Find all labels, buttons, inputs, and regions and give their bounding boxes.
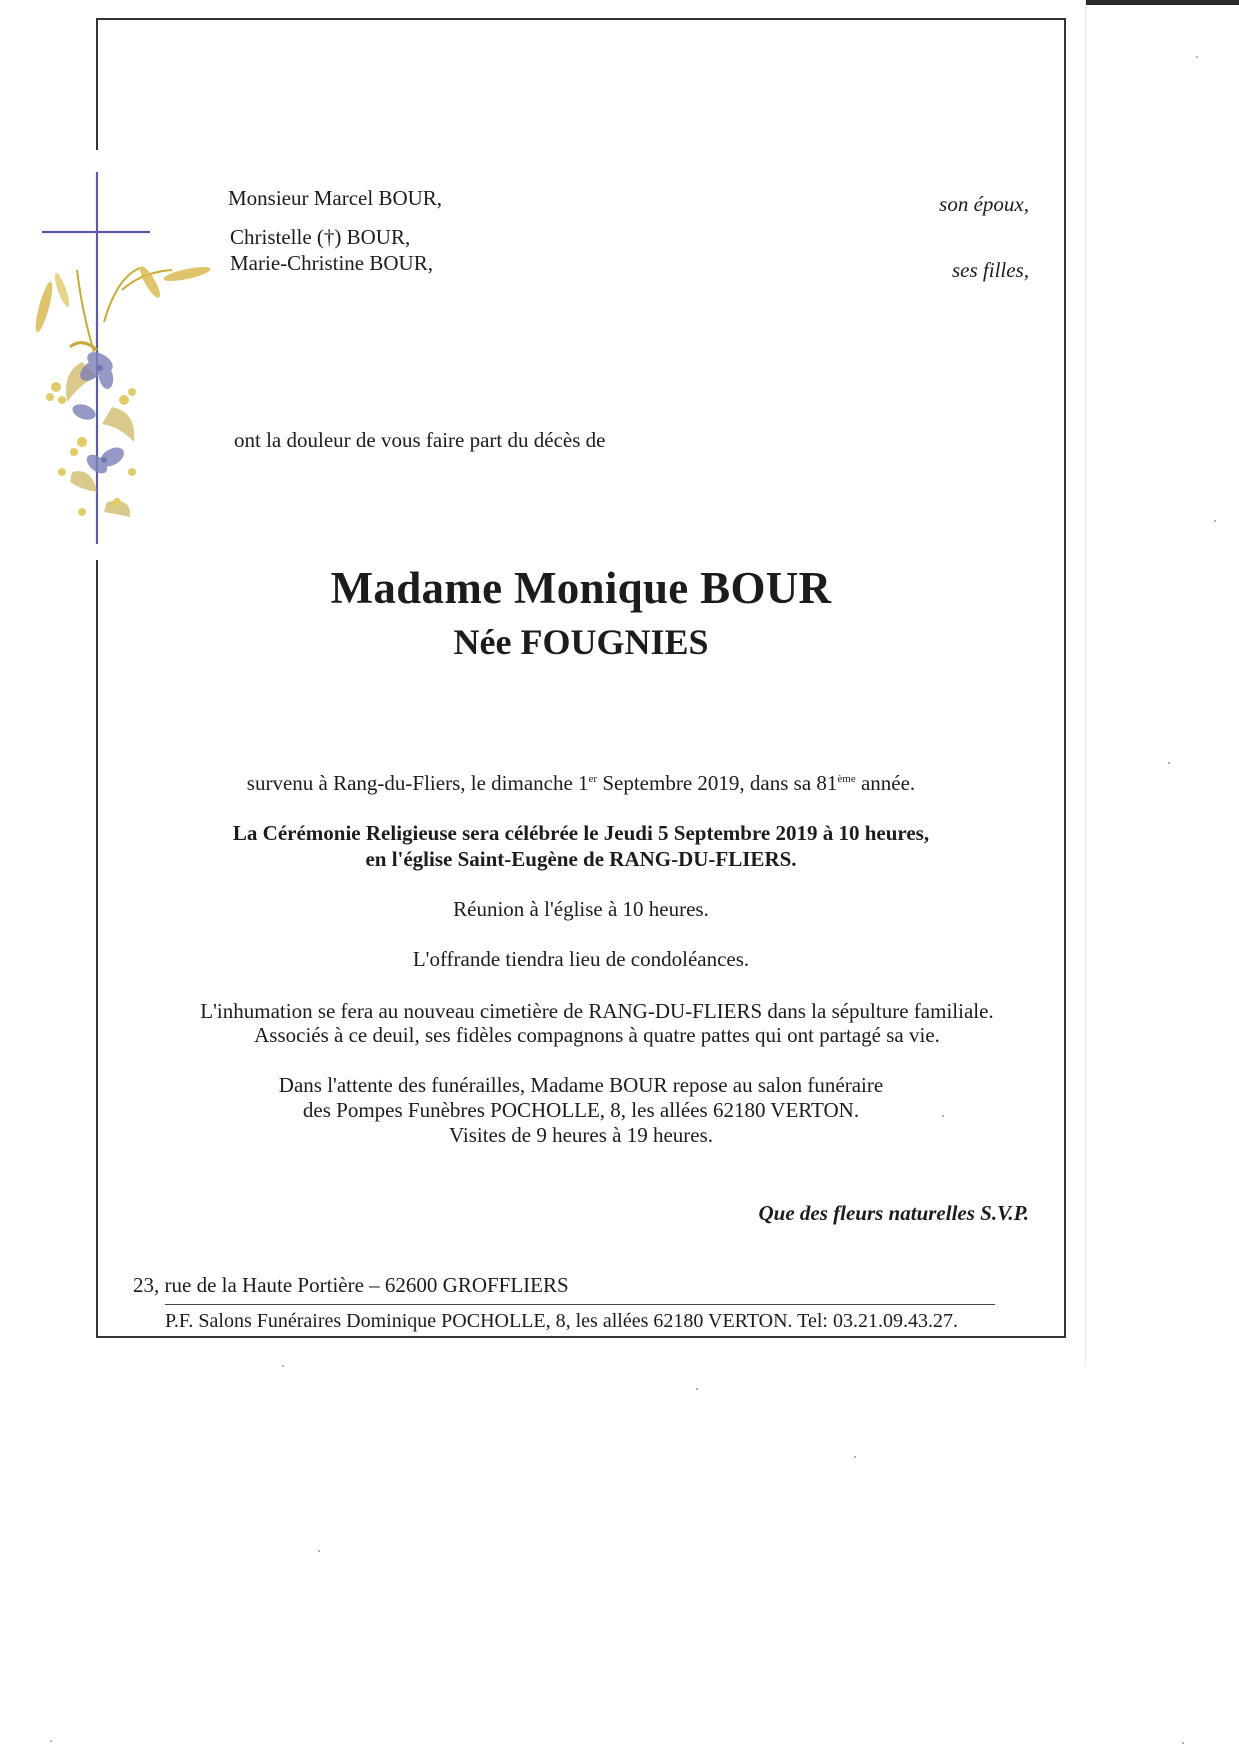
funeral-home-footer: P.F. Salons Funéraires Dominique POCHOLLE, 8, les allées 62180 VERTON. Tel: 03.21.09.43.27. [165, 1310, 958, 1332]
flowers-note: Que des fleurs naturelles S.V.P. [758, 1201, 1029, 1225]
deceased-name: Madame Monique BOUR [330, 563, 832, 613]
cross-icon [22, 172, 212, 547]
ceremony-line-1: La Cérémonie Religieuse sera célébrée le Jeudi 5 Septembre 2019 à 10 heures, [232, 821, 930, 845]
death-details: survenu à Rang-du-Fliers, le dimanche 1er Septembre 2019, dans sa 81ème année. [246, 771, 916, 795]
offering-text: L'offrande tiendra lieu de condoléances. [412, 947, 750, 971]
husband-name: Monsieur Marcel BOUR, [228, 186, 443, 210]
wheat-flower-ornament-icon [32, 172, 211, 544]
scan-edge-line [1086, 0, 1239, 5]
rest-line-2: des Pompes Funèbres POCHOLLE, 8, les allées 62180 VERTON. [302, 1098, 860, 1122]
rest-line-3: Visites de 9 heures à 19 heures. [448, 1123, 714, 1147]
husband-role: son époux, [939, 192, 1029, 216]
daughter-1-name: Christelle (†) BOUR, [230, 225, 411, 249]
daughters-role: ses filles, [952, 258, 1029, 282]
meeting-text: Réunion à l'église à 10 heures. [453, 897, 709, 921]
intro-text: ont la douleur de vous faire part du décès de [234, 428, 606, 452]
footer-divider [165, 1304, 995, 1305]
burial-line-1: L'inhumation se fera au nouveau cimetière de RANG-DU-FLIERS dans la sépulture familiale. [200, 999, 994, 1023]
paper-edge [1085, 0, 1086, 1365]
daughter-2-name: Marie-Christine BOUR, [230, 251, 433, 275]
rest-line-1: Dans l'attente des funérailles, Madame BOUR repose au salon funéraire [278, 1073, 884, 1097]
ceremony-line-2: en l'église Saint-Eugène de RANG-DU-FLIERS. [365, 847, 797, 871]
deceased-maiden-name: Née FOUGNIES [453, 622, 709, 662]
family-address: 23, rue de la Haute Portière – 62600 GROFFLIERS [133, 1273, 569, 1297]
burial-line-2: Associés à ce deuil, ses fidèles compagnons à quatre pattes qui ont partagé sa vie. [254, 1023, 940, 1047]
